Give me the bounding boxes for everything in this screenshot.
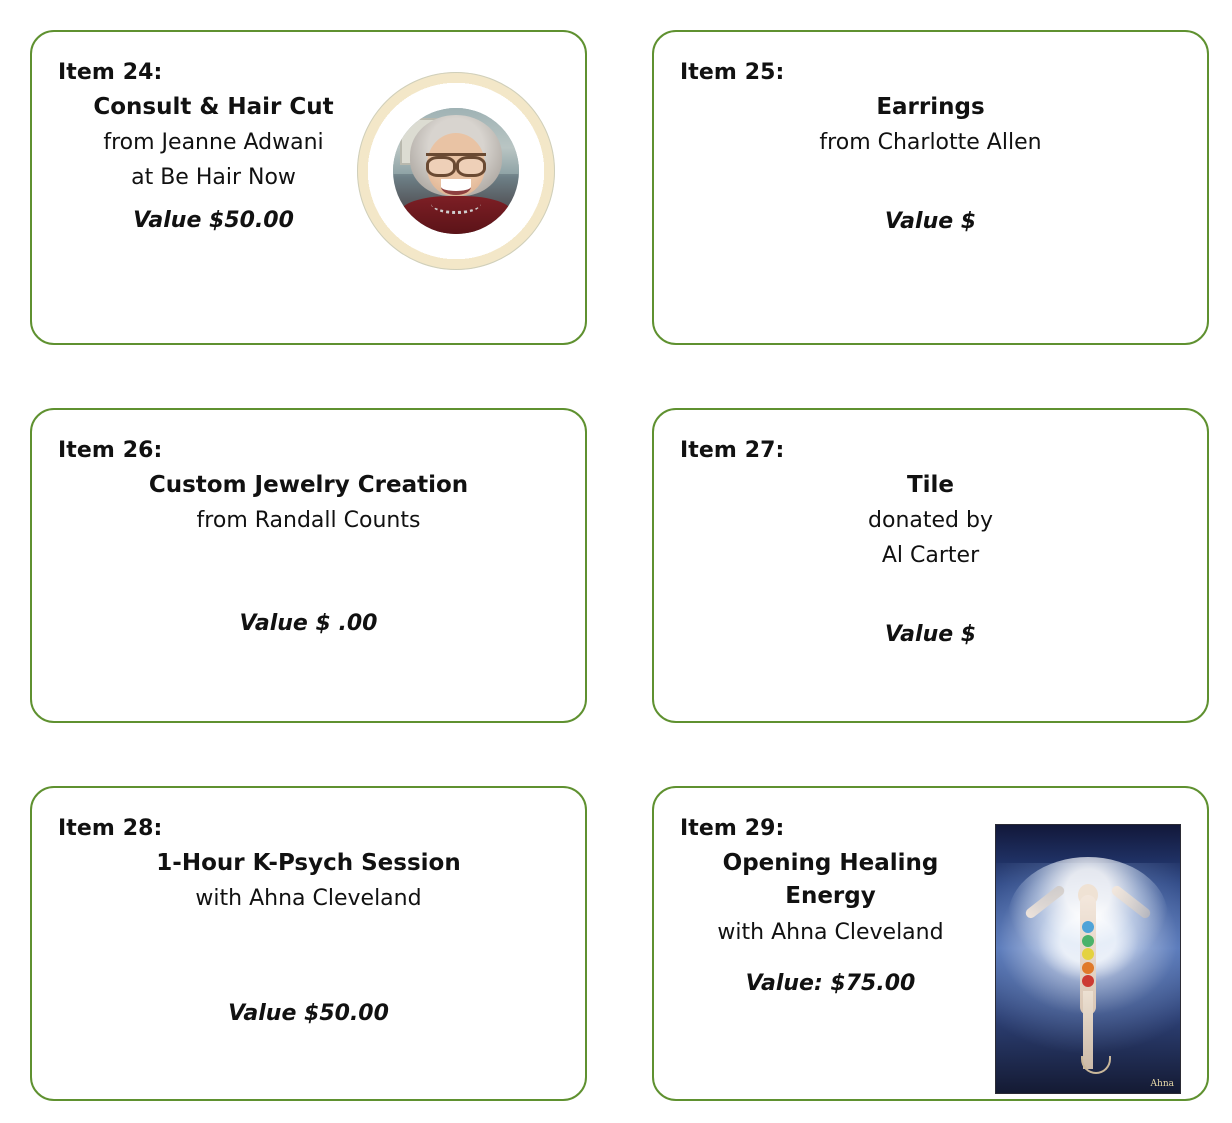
- item-value: Value $ .00: [239, 611, 378, 637]
- item-number-label: Item 24:: [58, 60, 163, 85]
- auction-card-item-25: [652, 30, 1209, 345]
- item-value: Value $: [884, 209, 977, 235]
- item-donor-prefix: donated by: [868, 508, 993, 534]
- item-donor: with Ahna Cleveland: [195, 886, 422, 912]
- item-value: Value $50.00: [133, 208, 294, 234]
- artwork-signature: Ahna: [1150, 1079, 1174, 1089]
- item-location: at Be Hair Now: [131, 165, 296, 191]
- item-donor: from Charlotte Allen: [819, 130, 1042, 156]
- item-number-label: Item 29:: [680, 816, 785, 841]
- item-title: 1-Hour K-Psych Session: [156, 850, 461, 876]
- item-donor: from Jeanne Adwani: [103, 130, 324, 156]
- item-title: Consult & Hair Cut: [93, 94, 334, 120]
- card-text-block: [58, 847, 559, 1026]
- item-title: Opening Healing Energy: [722, 850, 939, 910]
- artwork-painting-icon: [995, 824, 1181, 1094]
- item-value: Value $: [884, 622, 977, 648]
- item-number-label: Item 26:: [58, 438, 163, 463]
- item-value: Value: $75.00: [745, 970, 916, 996]
- item-number-label: Item 27:: [680, 438, 785, 463]
- item-number-label: Item 28:: [58, 816, 163, 841]
- auction-card-item-29: [652, 786, 1209, 1101]
- item-donor: from Randall Counts: [196, 508, 421, 534]
- portrait-photo-icon: [357, 72, 555, 270]
- auction-card-item-26: [30, 408, 587, 723]
- auction-card-item-27: [652, 408, 1209, 723]
- item-donor: Al Carter: [881, 543, 980, 569]
- item-donor: with Ahna Cleveland: [717, 919, 944, 945]
- auction-card-item-28: [30, 786, 587, 1101]
- card-text-block: [680, 469, 1181, 647]
- item-number-label: Item 25:: [680, 60, 785, 85]
- item-title: Earrings: [876, 94, 985, 120]
- card-text-block: [58, 469, 559, 636]
- item-title: Tile: [906, 472, 955, 498]
- item-value: Value $50.00: [228, 1001, 389, 1027]
- cards-grid: [30, 30, 1198, 1101]
- card-text-block: [680, 91, 1181, 234]
- item-title: Custom Jewelry Creation: [148, 472, 469, 498]
- auction-card-item-24: [30, 30, 587, 345]
